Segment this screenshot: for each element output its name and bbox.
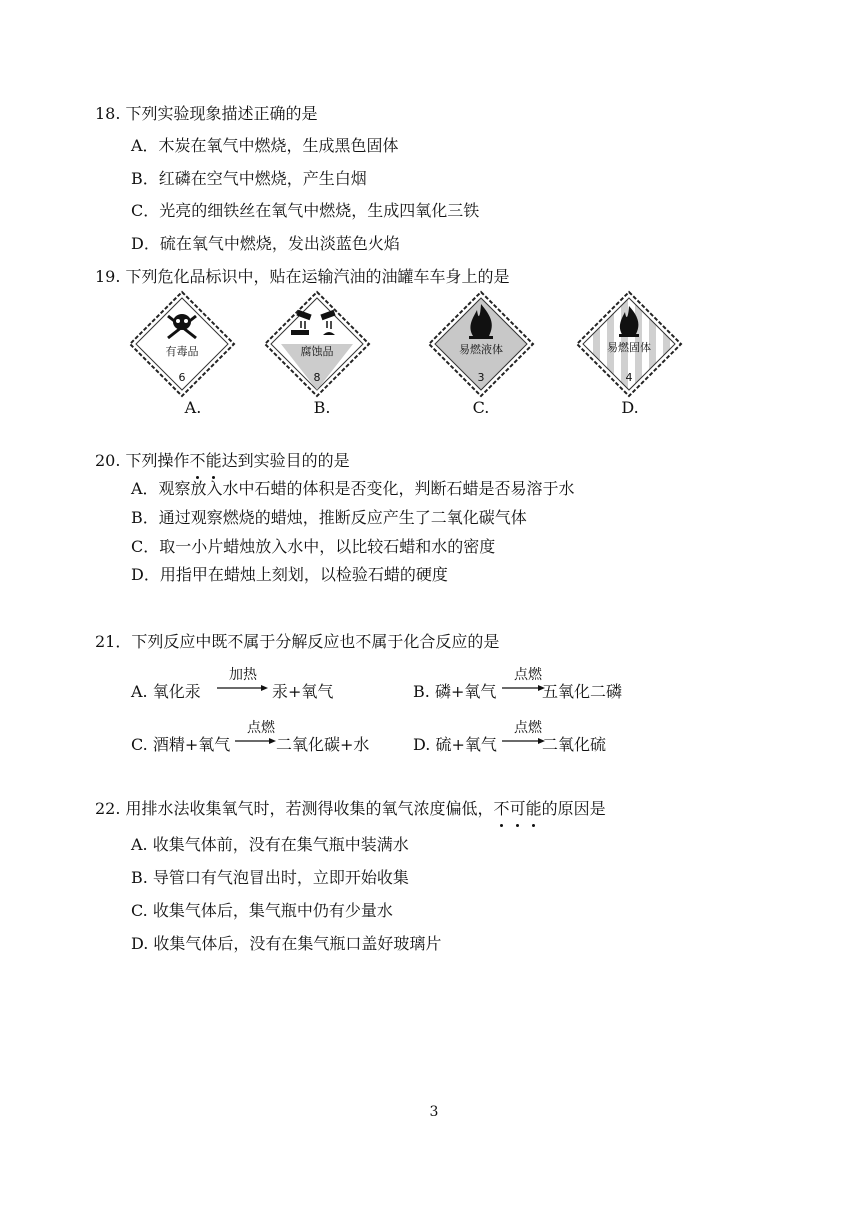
reaction-condition: 点燃	[247, 720, 275, 736]
q18-stem: 18. 下列实验现象描述正确的是	[95, 104, 318, 123]
q21-stem: 21．下列反应中既不属于分解反应也不属于化合反应的是	[95, 632, 500, 651]
sign-label: 腐蚀品	[300, 345, 334, 358]
q18-option-b: B．红磷在空气中燃烧，产生白烟	[131, 169, 367, 188]
option-letter: C.	[472, 398, 490, 417]
page-number: 3	[429, 1104, 439, 1120]
arrow-icon	[217, 684, 269, 692]
q20-option-b: B．通过观察燃烧的蜡烛，推断反应产生了二氧化碳气体	[131, 508, 527, 527]
option-letter: D.	[621, 398, 639, 417]
reactants: 氧化汞	[152, 682, 201, 701]
q18-option-a: A．木炭在氧气中燃烧，生成黑色固体	[131, 136, 399, 155]
flammable-solid-sign	[573, 288, 685, 400]
option-letter: A.	[131, 682, 148, 701]
q21-option-b	[413, 681, 496, 703]
q20-option-c: C．取一小片蜡烛放入水中，以比较石蜡和水的密度	[131, 537, 496, 556]
option-letter: C.	[131, 735, 148, 754]
q20-option-d: D．用指甲在蜡烛上刻划，以检验石蜡的硬度	[131, 565, 448, 584]
emphasis-char: 能	[525, 799, 542, 818]
reaction-condition: 点燃	[514, 720, 542, 736]
q22-option-c: C. 收集气体后，集气瓶中仍有少量水	[131, 901, 393, 920]
q18-option-c: C．光亮的细铁丝在氧气中燃烧，生成四氧化三铁	[131, 201, 480, 220]
q22-stem	[95, 798, 606, 820]
option-letter: B.	[413, 682, 430, 701]
reactants: 硫+氧气	[435, 735, 497, 754]
products: 二氧化硫	[542, 735, 607, 754]
sign-label: 易燃固体	[607, 341, 651, 354]
products: 二氧化碳+水	[276, 735, 370, 754]
q21-option-d	[413, 734, 497, 756]
toxic-sign	[126, 288, 238, 400]
reactants: 酒精+氧气	[152, 735, 231, 754]
products: 五氧化二磷	[542, 682, 623, 701]
emphasis-char: 能	[205, 451, 222, 470]
sign-label: 易燃液体	[459, 343, 503, 356]
reaction-condition: 点燃	[514, 667, 542, 683]
emphasis-char: 不	[493, 799, 510, 818]
q21-option-c	[131, 734, 230, 756]
reactants: 磷+氧气	[434, 682, 497, 701]
q20-stem-text: 20. 下列操作	[95, 451, 190, 470]
flammable-liquid-sign	[425, 288, 537, 400]
products: 汞+氧气	[272, 682, 334, 701]
q21-option-a	[131, 681, 201, 703]
q22-stem-text: 的原因是	[541, 799, 606, 818]
option-letter: B.	[313, 398, 331, 417]
sign-label: 有毒品	[165, 345, 199, 358]
sign-number: 4	[625, 371, 633, 384]
q20-stem-text: 达到实验目的的是	[221, 451, 350, 470]
q22-option-b: B. 导管口有气泡冒出时，立即开始收集	[131, 868, 409, 887]
sign-number: 8	[313, 371, 321, 384]
emphasis-char: 可	[509, 799, 526, 818]
corrosive-sign	[261, 288, 373, 400]
reaction-condition: 加热	[229, 667, 257, 683]
q19-stem: 19. 下列危化品标识中，贴在运输汽油的油罐车车身上的是	[95, 267, 510, 286]
q22-option-d: D. 收集气体后，没有在集气瓶口盖好玻璃片	[131, 934, 442, 953]
q20-option-a: A．观察放入水中石蜡的体积是否变化，判断石蜡是否易溶于水	[131, 479, 575, 498]
q18-option-d: D．硫在氧气中燃烧，发出淡蓝色火焰	[131, 234, 400, 253]
option-letter: D.	[413, 735, 431, 754]
sign-number: 6	[178, 371, 186, 384]
reaction-arrow	[217, 667, 269, 697]
sign-number: 3	[477, 371, 485, 384]
option-letter: A.	[184, 398, 202, 417]
q22-stem-text: 22. 用排水法收集氧气时，若测得收集的氧气浓度偏低，	[95, 799, 494, 818]
q22-option-a: A. 收集气体前，没有在集气瓶中装满水	[131, 835, 409, 854]
emphasis-char: 不	[189, 451, 206, 470]
q20-stem	[95, 450, 350, 472]
